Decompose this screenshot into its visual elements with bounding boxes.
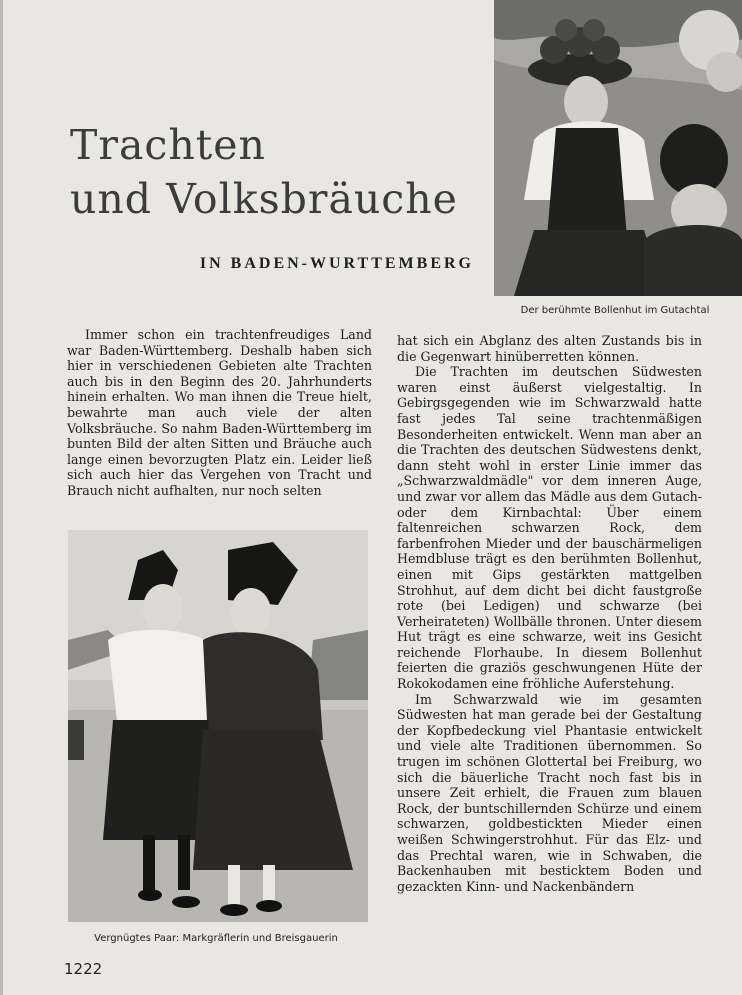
column-left bbox=[67, 327, 372, 499]
title-line-2: und Volksbräuche bbox=[70, 175, 458, 223]
page-number: 1222 bbox=[64, 960, 103, 978]
paragraph-intro: Immer schon ein trachtenfreudiges Land war Baden-Württemberg. Deshalb haben sich hier in verschiedenen Gebieten alte Trachten auch bis in den Beginn des 20. Jahrhunderts hinein erhalten. Wo man ihnen die Treue hielt, bewahrte man auch viele der alten Volksbräuche. So nahm Baden-Württemberg im bunten Bild der alten Sitten und Bräuche auch lange einen bevorzugten Platz ein. Leider ließ sich auch hier das Vergehen von Tracht und Brauch nicht aufhalten, nur noch selten bbox=[67, 327, 372, 498]
bollenhut-caption: Der berühmte Bollenhut im Gutachtal bbox=[520, 305, 710, 316]
article-subtitle: IN BADEN-WURTTEMBERG bbox=[199, 255, 474, 272]
couple-caption: Vergnügtes Paar: Markgräflerin und Breisgauerin bbox=[94, 933, 338, 944]
article-title bbox=[70, 118, 490, 226]
bollenhut-photo-illustration bbox=[494, 0, 742, 296]
column-right bbox=[397, 333, 702, 894]
couple-photo-illustration bbox=[68, 530, 368, 922]
paragraph-trachten: Die Trachten im deutschen Südwesten waren einst äußerst vielgestaltig. In Gebirgsgegenden wie im Schwarzwald hatte fast jedes Tal seine trachtenmäßigen Besonderheiten entwickelt. Wenn man aber an die Trachten des deutschen Südwestens denkt, dann steht wohl in erster Linie immer das „Schwarzwaldmädle" vor dem inneren Auge, und zwar vor allem das Mädle aus dem Gutach- oder dem Kirnbachtal: Über einem faltenreichen schwarzen Rock, dem farbenfrohen Mieder und der bauschärmeligen Hemdbluse trägt es den berühmten Bollenhut, einen mit Gips gestärkten mattgelben Strohhut, auf dem dicht bei dicht faustgroße rote (bei Ledigen) und schwarze (bei Verheirateten) Wollbälle thronen. Unter diesem Hut trägt es eine schwarze, weit ins Gesicht reichende Florhaube. In diesem Bollenhut feierten die graziös geschwungenen Hüte der Rokokodamen eine fröhliche Auferstehung. bbox=[397, 364, 702, 692]
couple-photo bbox=[68, 530, 368, 922]
paragraph-continuation: hat sich ein Abglanz des alten Zustands bis in die Gegenwart hinüberretten können. bbox=[397, 333, 702, 364]
title-line-1: Trachten bbox=[70, 121, 266, 169]
page-edge bbox=[0, 0, 3, 995]
paragraph-kopfbedeckung: Im Schwarzwald wie im gesamten Südwesten hat man gerade bei der Gestaltung der Kopfbedeckung viel Phantasie entwickelt und viele alte Traditionen übernommen. So trugen im schönen Glottertal bei Freiburg, wo sich die bäuerliche Tracht noch fast bis in unsere Zeit erhielt, die Frauen zum blauen Rock, der buntschillernden Schürze und einem schwarzen, goldbestickten Mieder einen weißen Schwingerstrohhut. Für das Elz- und das Prechtal waren, wie in Schwaben, die Backenhauben mit besticktem Boden und gezackten Kinn- und Nackenbändern bbox=[397, 691, 702, 894]
bollenhut-photo bbox=[494, 0, 742, 296]
